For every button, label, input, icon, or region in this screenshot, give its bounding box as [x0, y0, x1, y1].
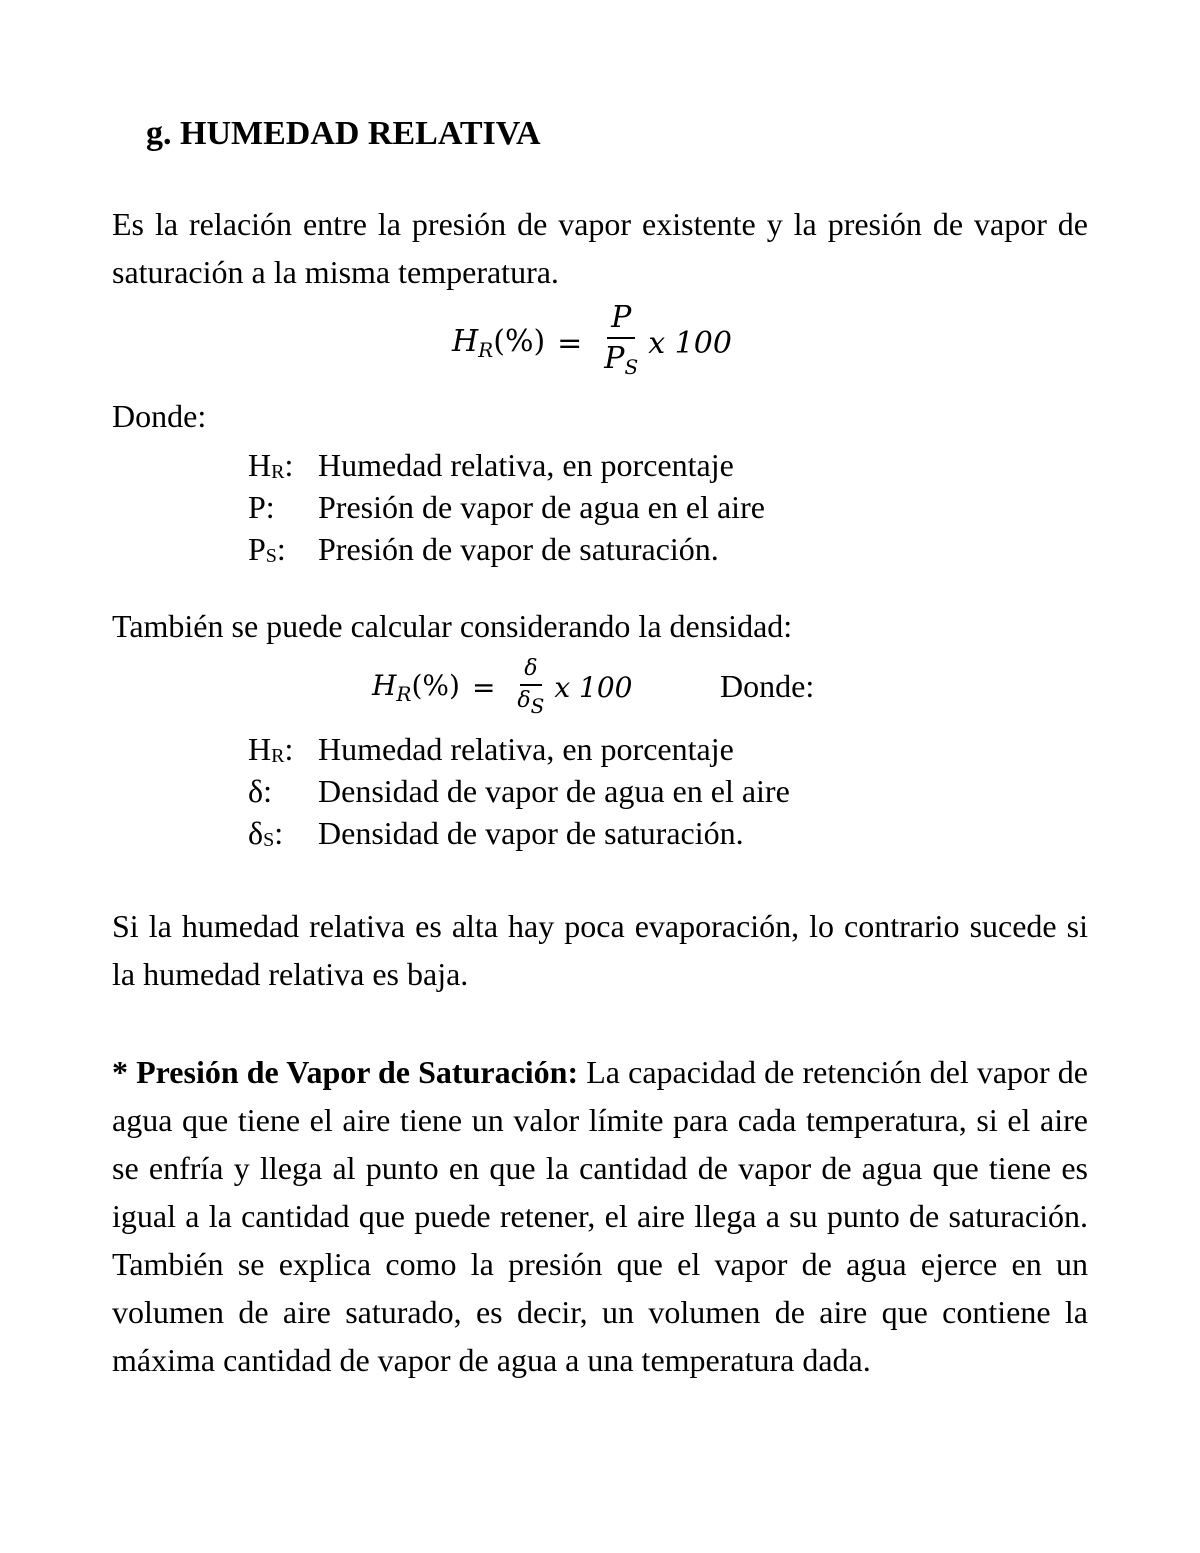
formula1-fraction	[604, 301, 638, 385]
formula2-fraction	[517, 656, 544, 719]
formula2-multiplier: x 100	[554, 670, 633, 704]
definition-symbol: $\delta_S$:	[248, 815, 284, 851]
density-intro: También se puede calcular considerando la densidad:	[112, 608, 793, 644]
definition-symbol: δ:	[248, 773, 272, 809]
formula2-equals: =	[471, 670, 496, 704]
definition-text: Humedad relativa, en porcentaje	[318, 447, 734, 483]
formula1-lhs: $H_R(\%)$	[452, 324, 546, 362]
formula1-equals: =	[557, 325, 583, 361]
relative-humidity-pressure-formula	[452, 298, 732, 388]
saturation-paragraph	[112, 1048, 1088, 1384]
definition-text: Densidad de vapor de saturación.	[318, 815, 744, 851]
formula2-donde-label: Donde:	[720, 668, 815, 704]
definition-symbol: $H_R$:	[248, 447, 294, 483]
definition-text: Presión de vapor de agua en el aire	[318, 489, 765, 525]
formula1-multiplier: x 100	[648, 325, 732, 361]
relative-humidity-density-formula	[372, 652, 633, 722]
donde-label: Donde:	[112, 398, 207, 434]
definition-symbol: $H_R$:	[248, 731, 294, 767]
formula1-numerator: P	[607, 301, 635, 339]
humidity-note-paragraph: Si la humedad relativa es alta hay poca evaporación, lo contrario sucede si la humedad relativa es baja.	[112, 908, 1088, 992]
definition-text: Densidad de vapor de agua en el aire	[318, 773, 790, 809]
section-heading: g. HUMEDAD RELATIVA	[146, 115, 541, 152]
saturation-body: La capacidad de retención del vapor de agua que tiene el aire tiene un valor límite para cada temperatura, si el aire se enfría y llega al punto en que la cantidad de vapor de agua que tiene es igual a la cantidad que puede retener, el aire llega a su punto de saturación. También se explica como la presión que el vapor de agua ejerce en un volumen de aire saturado, es decir, un volumen de aire que contiene la máxima cantidad de vapor de agua a una temperatura dada.	[112, 1054, 1089, 1378]
formula2-numerator: δ	[520, 656, 541, 686]
intro-paragraph: Es la relación entre la presión de vapor existente y la presión de vapor de saturación a la misma temperatura.	[112, 206, 1088, 290]
formula2-denominator: $\delta_S$	[517, 687, 545, 718]
formula1-denominator: $P_S$	[604, 341, 639, 379]
formula2-lhs: $H_R(\%)$	[372, 668, 460, 706]
definition-text: Presión de vapor de saturación.	[318, 531, 719, 567]
definition-symbol: $P_S$:	[248, 531, 286, 567]
definition-text: Humedad relativa, en porcentaje	[318, 731, 734, 767]
saturation-term: * Presión de Vapor de Saturación:	[112, 1054, 579, 1090]
definition-symbol: P:	[248, 489, 275, 525]
